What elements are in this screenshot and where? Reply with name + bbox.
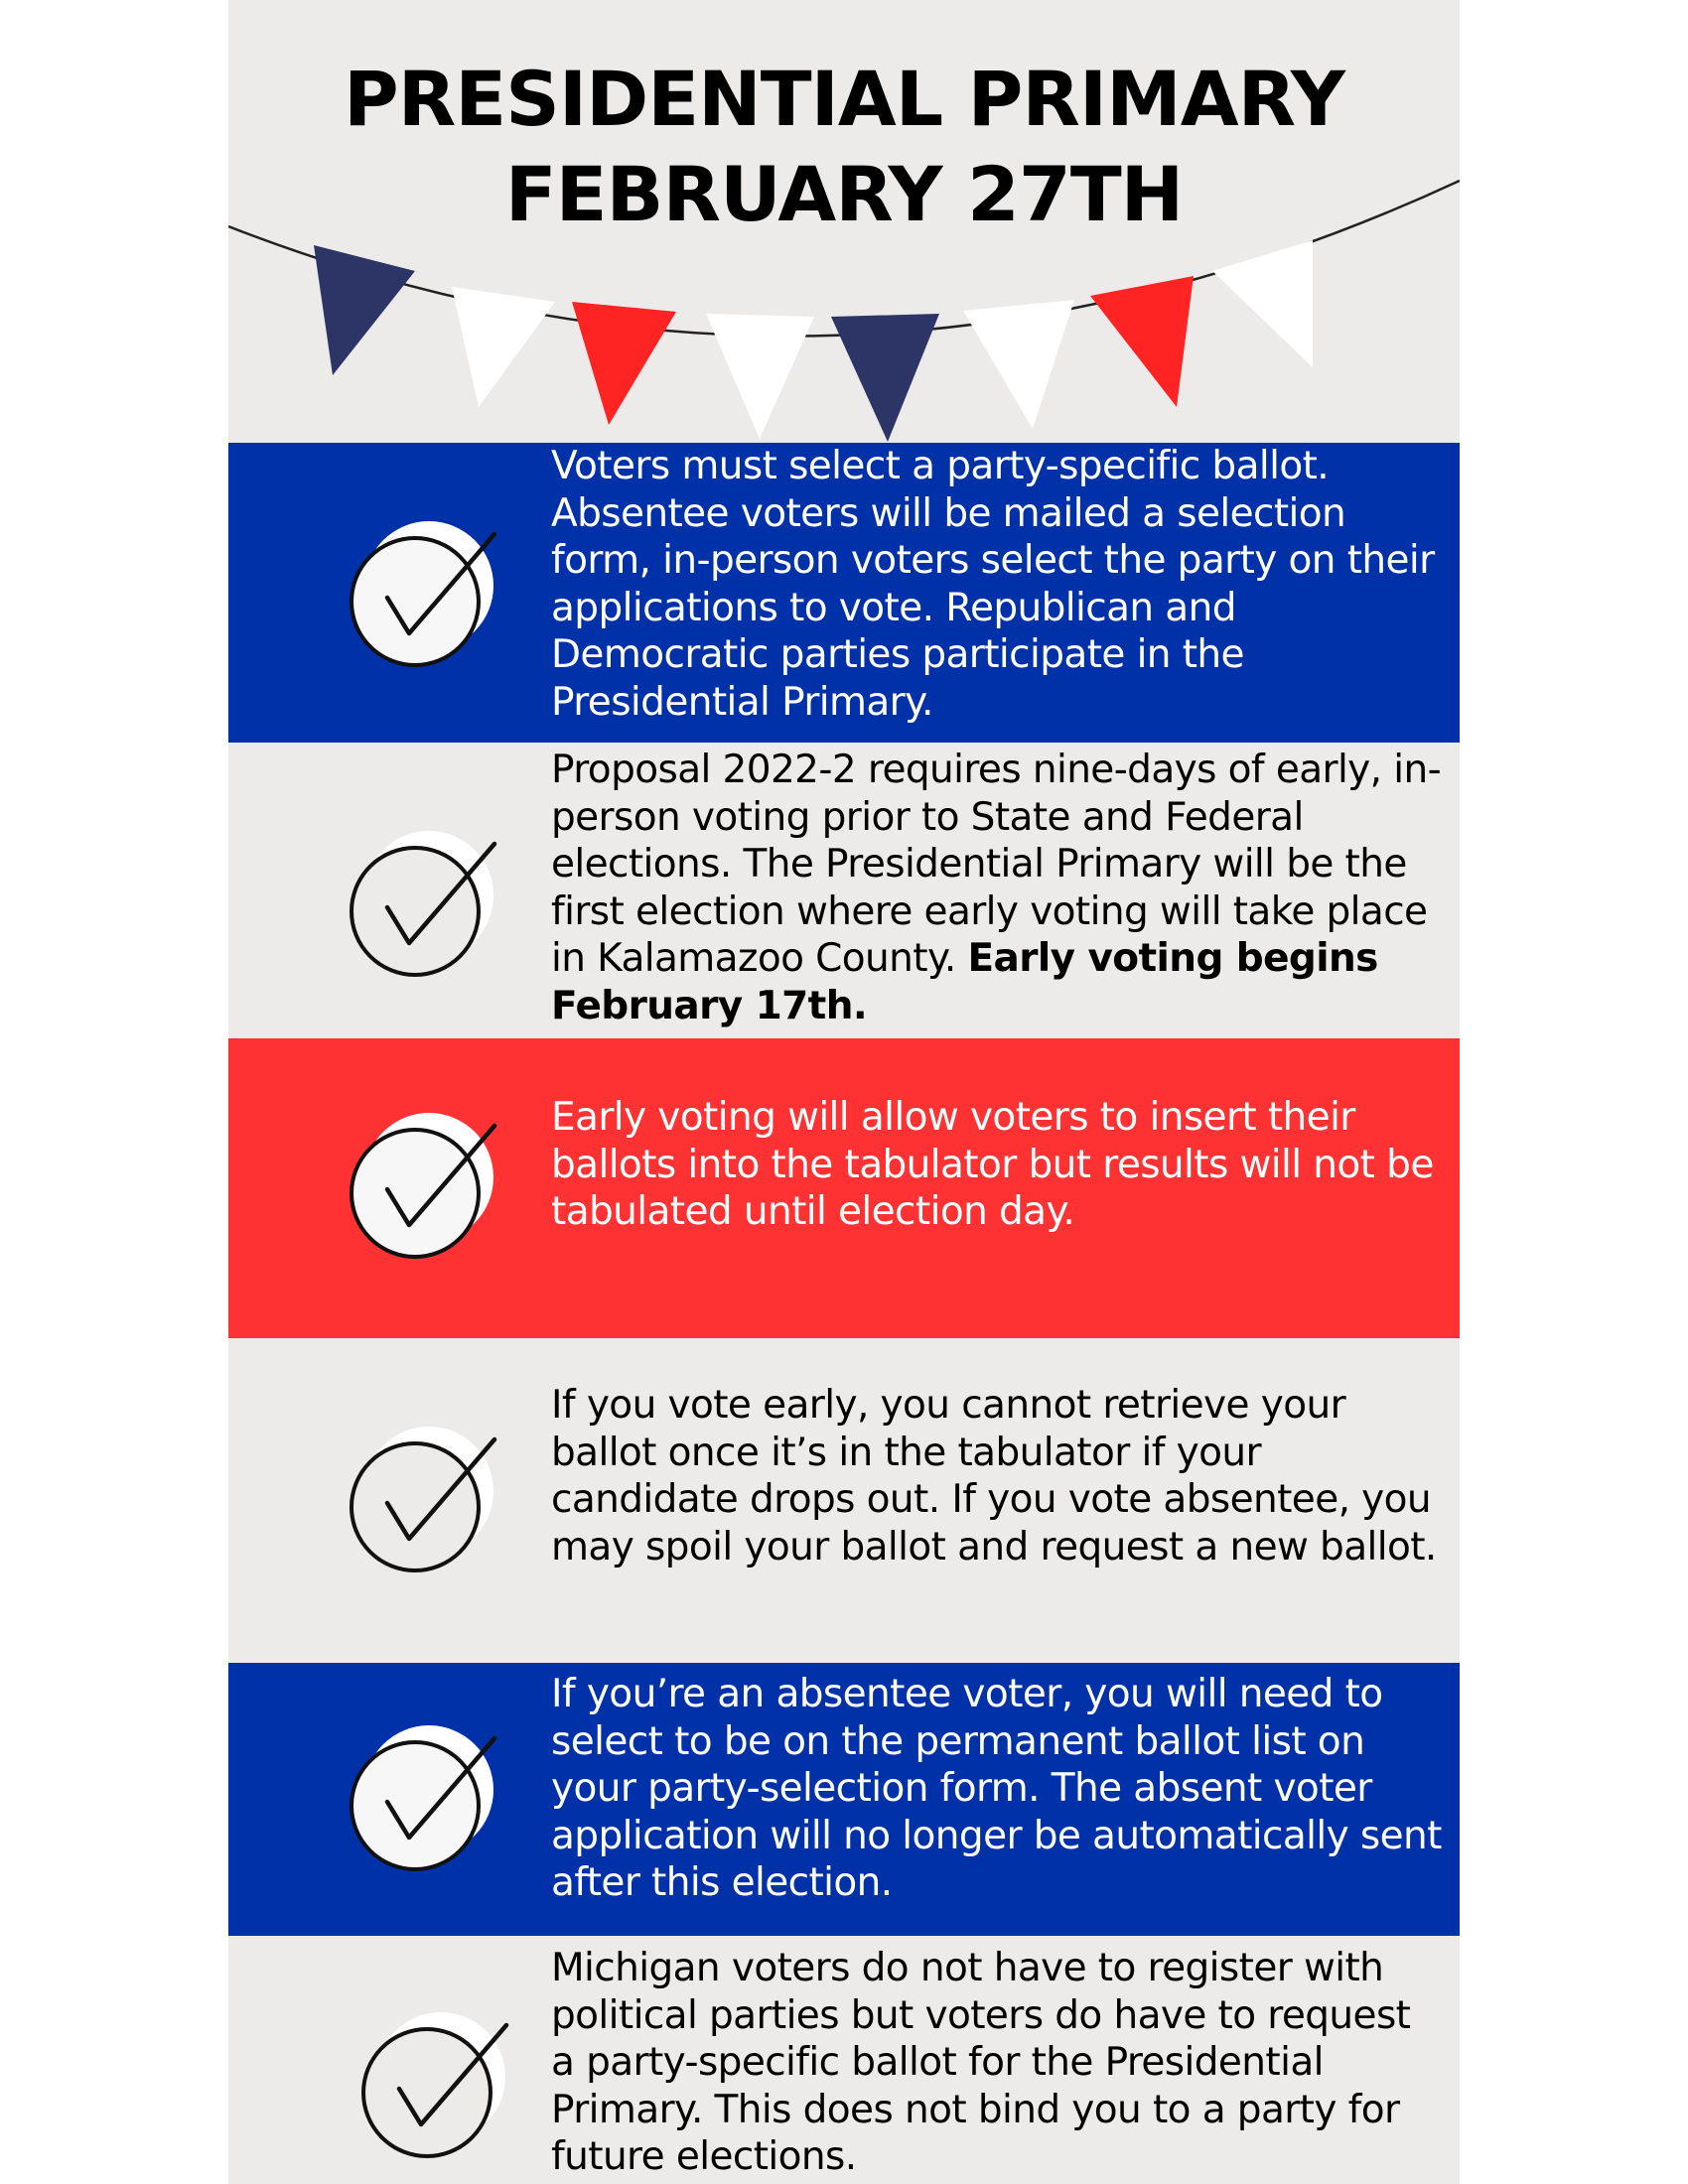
info-text-4: If you vote early, you cannot retrieve your ballot once it’s in the tabulator if your candidate drops out. If you vote absentee, you may spoil your ballot and request a new ballot. — [551, 1383, 1437, 1570]
header — [228, 0, 1460, 443]
title-line-1: PRESIDENTIAL PRIMARY — [344, 55, 1344, 143]
checkmark-icon — [348, 1112, 506, 1271]
bunting-flag-5 — [831, 314, 939, 442]
bunting-flag-6 — [963, 300, 1074, 429]
info-section-4 — [228, 1338, 1460, 1663]
checkmark-icon — [348, 1426, 506, 1584]
info-section-6 — [228, 1936, 1460, 2184]
info-section-1 — [228, 443, 1460, 743]
bunting-flag-4 — [706, 314, 814, 439]
bunting-flag-7 — [1090, 276, 1194, 407]
info-text-2 — [551, 747, 1445, 1029]
checkmark-icon — [348, 1724, 506, 1883]
info-text-1: Voters must select a party-specific ballot. Absentee voters will be mailed a selection form, in-person voters select the party on their applications to vote. Republican and Democratic parties participate in the Presidential Primary. — [551, 444, 1435, 725]
checkmark-icon — [348, 520, 506, 679]
info-section-5 — [228, 1663, 1460, 1936]
bunting-flag-8 — [1212, 240, 1313, 367]
info-text-3: Early voting will allow voters to insert their ballots into the tabulator but results will not be tabulated until election day. — [551, 1095, 1434, 1234]
flyer — [228, 0, 1460, 2184]
title-line-2: FEBRUARY 27TH — [504, 150, 1184, 238]
bunting-flag-2 — [452, 287, 555, 407]
checkmark-icon — [359, 2011, 518, 2170]
checkmark-icon — [348, 830, 506, 989]
bunting-flag-3 — [572, 302, 676, 425]
info-section-3 — [228, 1038, 1460, 1338]
bunting-flag-1 — [314, 245, 415, 375]
info-section-2 — [228, 743, 1460, 1038]
early-voting-date: Early voting begins February 17th. — [551, 936, 1378, 1028]
info-text-5: If you’re an absentee voter, you will need to select to be on the permanent ballot list on your party-selection form. The absent voter application will no longer be automatically sent after this election. — [551, 1672, 1442, 1905]
info-text-6: Michigan voters do not have to register with political parties but voters do have to request a party-specific ballot for the Presidential Primary. This does not bind you to a party for future elections. — [551, 1946, 1411, 2179]
bunting-banner — [228, 169, 1460, 447]
info-text-2-body: Proposal 2022-2 requires nine-days of early, in-person voting prior to State and Federal elections. The Presidential Primary will be the first election where early voting will take place in Kalamazoo County. — [551, 748, 1442, 981]
